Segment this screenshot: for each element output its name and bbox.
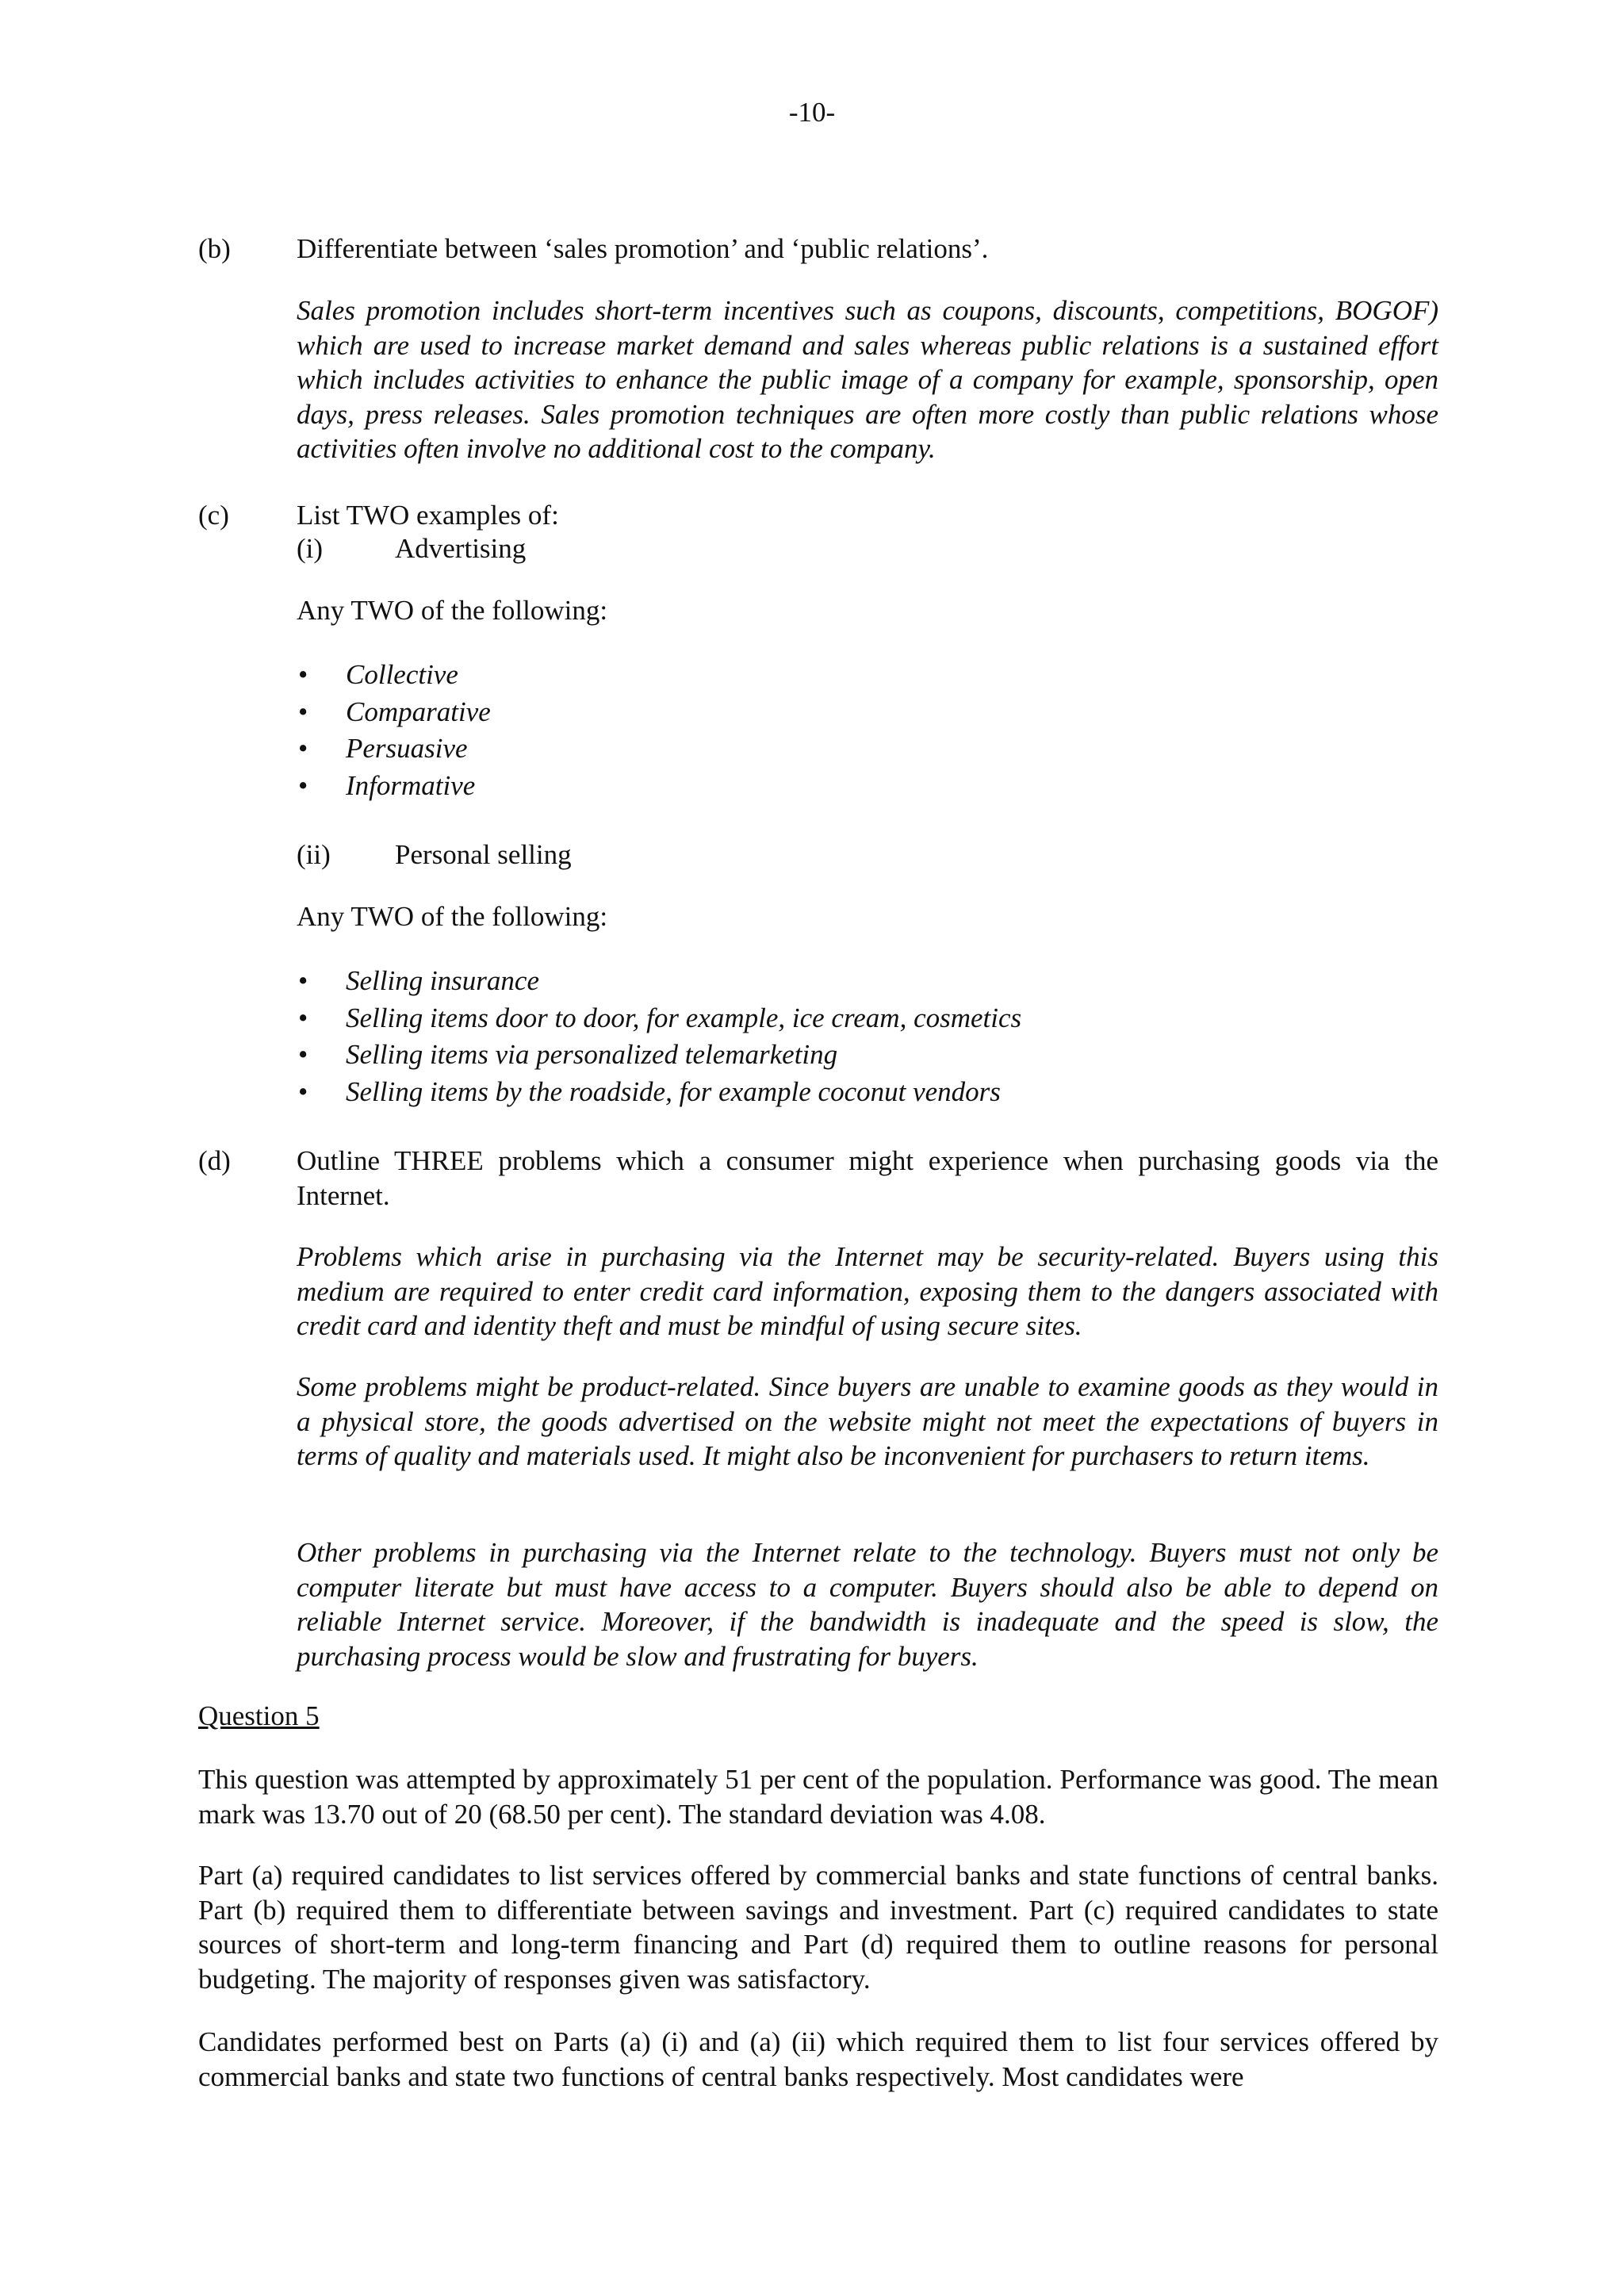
- list-item: • Selling items via personalized telemarketing: [297, 1037, 1021, 1074]
- question-c-ii-number: (ii): [297, 839, 331, 870]
- answer-b: Sales promotion includes short-term incentives such as coupons, discounts, competitions, BOGOF) which are used to increase market demand and sales whereas public relations is a sustained effort which includes activities to enhance the public image of a company for example, sponsorship, open days, press releases. Sales promotion techniques are often more costly than public relations whose activities often involve no additional cost to the company.: [297, 295, 1438, 464]
- answer-d-2: Some problems might be product-related. Since buyers are unable to examine goods as they would in a physical store, the goods advertised on the website might not meet the expectations of buyers in terms of quality and materials used. It might also be inconvenient for purchasers to return items.: [297, 1371, 1438, 1471]
- answer-c-ii-list: [297, 963, 1021, 1110]
- page-number: -10-: [788, 97, 836, 128]
- question-c-label: (c): [198, 500, 229, 531]
- question-c-ii: [297, 838, 572, 872]
- question-c-i: [297, 531, 526, 566]
- answer-c-i-intro: Any TWO of the following:: [297, 595, 608, 626]
- paragraph: Part (a) required candidates to list services offered by commercial banks and state functions of central banks. Part (b) required them to differentiate between savings and investment. Part (c) required candidates to state sources of short-term and long-term financing and Part (d) required them to outline reasons for personal budgeting. The majority of responses given was satisfactory.: [198, 1860, 1438, 1995]
- answer-d-3: Other problems in purchasing via the Internet relate to the technology. Buyers must not only be computer literate but must have access to a computer. Buyers should also be able to depend on reliable Internet service. Moreover, if the bandwidth is inadequate and the speed is slow, the purchasing process would be slow and frustrating for buyers.: [297, 1537, 1438, 1672]
- paragraph: Candidates performed best on Parts (a) (i) and (a) (ii) which required them to list four services offered by commercial banks and state two functions of central banks respectively. Most candidates were: [198, 2026, 1438, 2092]
- list-item: • Selling insurance: [297, 963, 1021, 1000]
- question-c-i-number: (i): [297, 533, 324, 564]
- list-item: • Selling items by the roadside, for example coconut vendors: [297, 1074, 1021, 1111]
- question-c-ii-text: Personal selling: [395, 839, 572, 870]
- list-item: • Informative: [297, 768, 491, 805]
- list-item: • Persuasive: [297, 730, 491, 768]
- question-c-i-text: Advertising: [395, 533, 527, 564]
- answer-d-1: Problems which arise in purchasing via the Internet may be security-related. Buyers using this medium are required to enter credit card information, exposing them to the dangers associated with credit card and identity theft and must be mindful of using secure sites.: [297, 1241, 1438, 1341]
- answer-c-ii-intro: Any TWO of the following:: [297, 901, 608, 932]
- list-item: • Comparative: [297, 694, 491, 731]
- question-b-label: (b): [198, 233, 231, 264]
- question-d-text: Outline THREE problems which a consumer might experience when purchasing goods via the Internet.: [297, 1145, 1438, 1211]
- section-heading: Question 5: [198, 1700, 320, 1731]
- question-d-label: (d): [198, 1145, 231, 1176]
- list-item: • Selling items door to door, for example, ice cream, cosmetics: [297, 1000, 1021, 1037]
- paragraph: This question was attempted by approximately 51 per cent of the population. Performance was good. The mean mark was 13.70 out of 20 (68.50 per cent). The standard deviation was 4.08.: [198, 1764, 1438, 1830]
- question-b-text: Differentiate between ‘sales promotion’ and ‘public relations’.: [297, 233, 989, 264]
- list-item: • Collective: [297, 657, 491, 694]
- question-c-text: List TWO examples of:: [297, 500, 559, 531]
- answer-c-i-list: [297, 657, 491, 804]
